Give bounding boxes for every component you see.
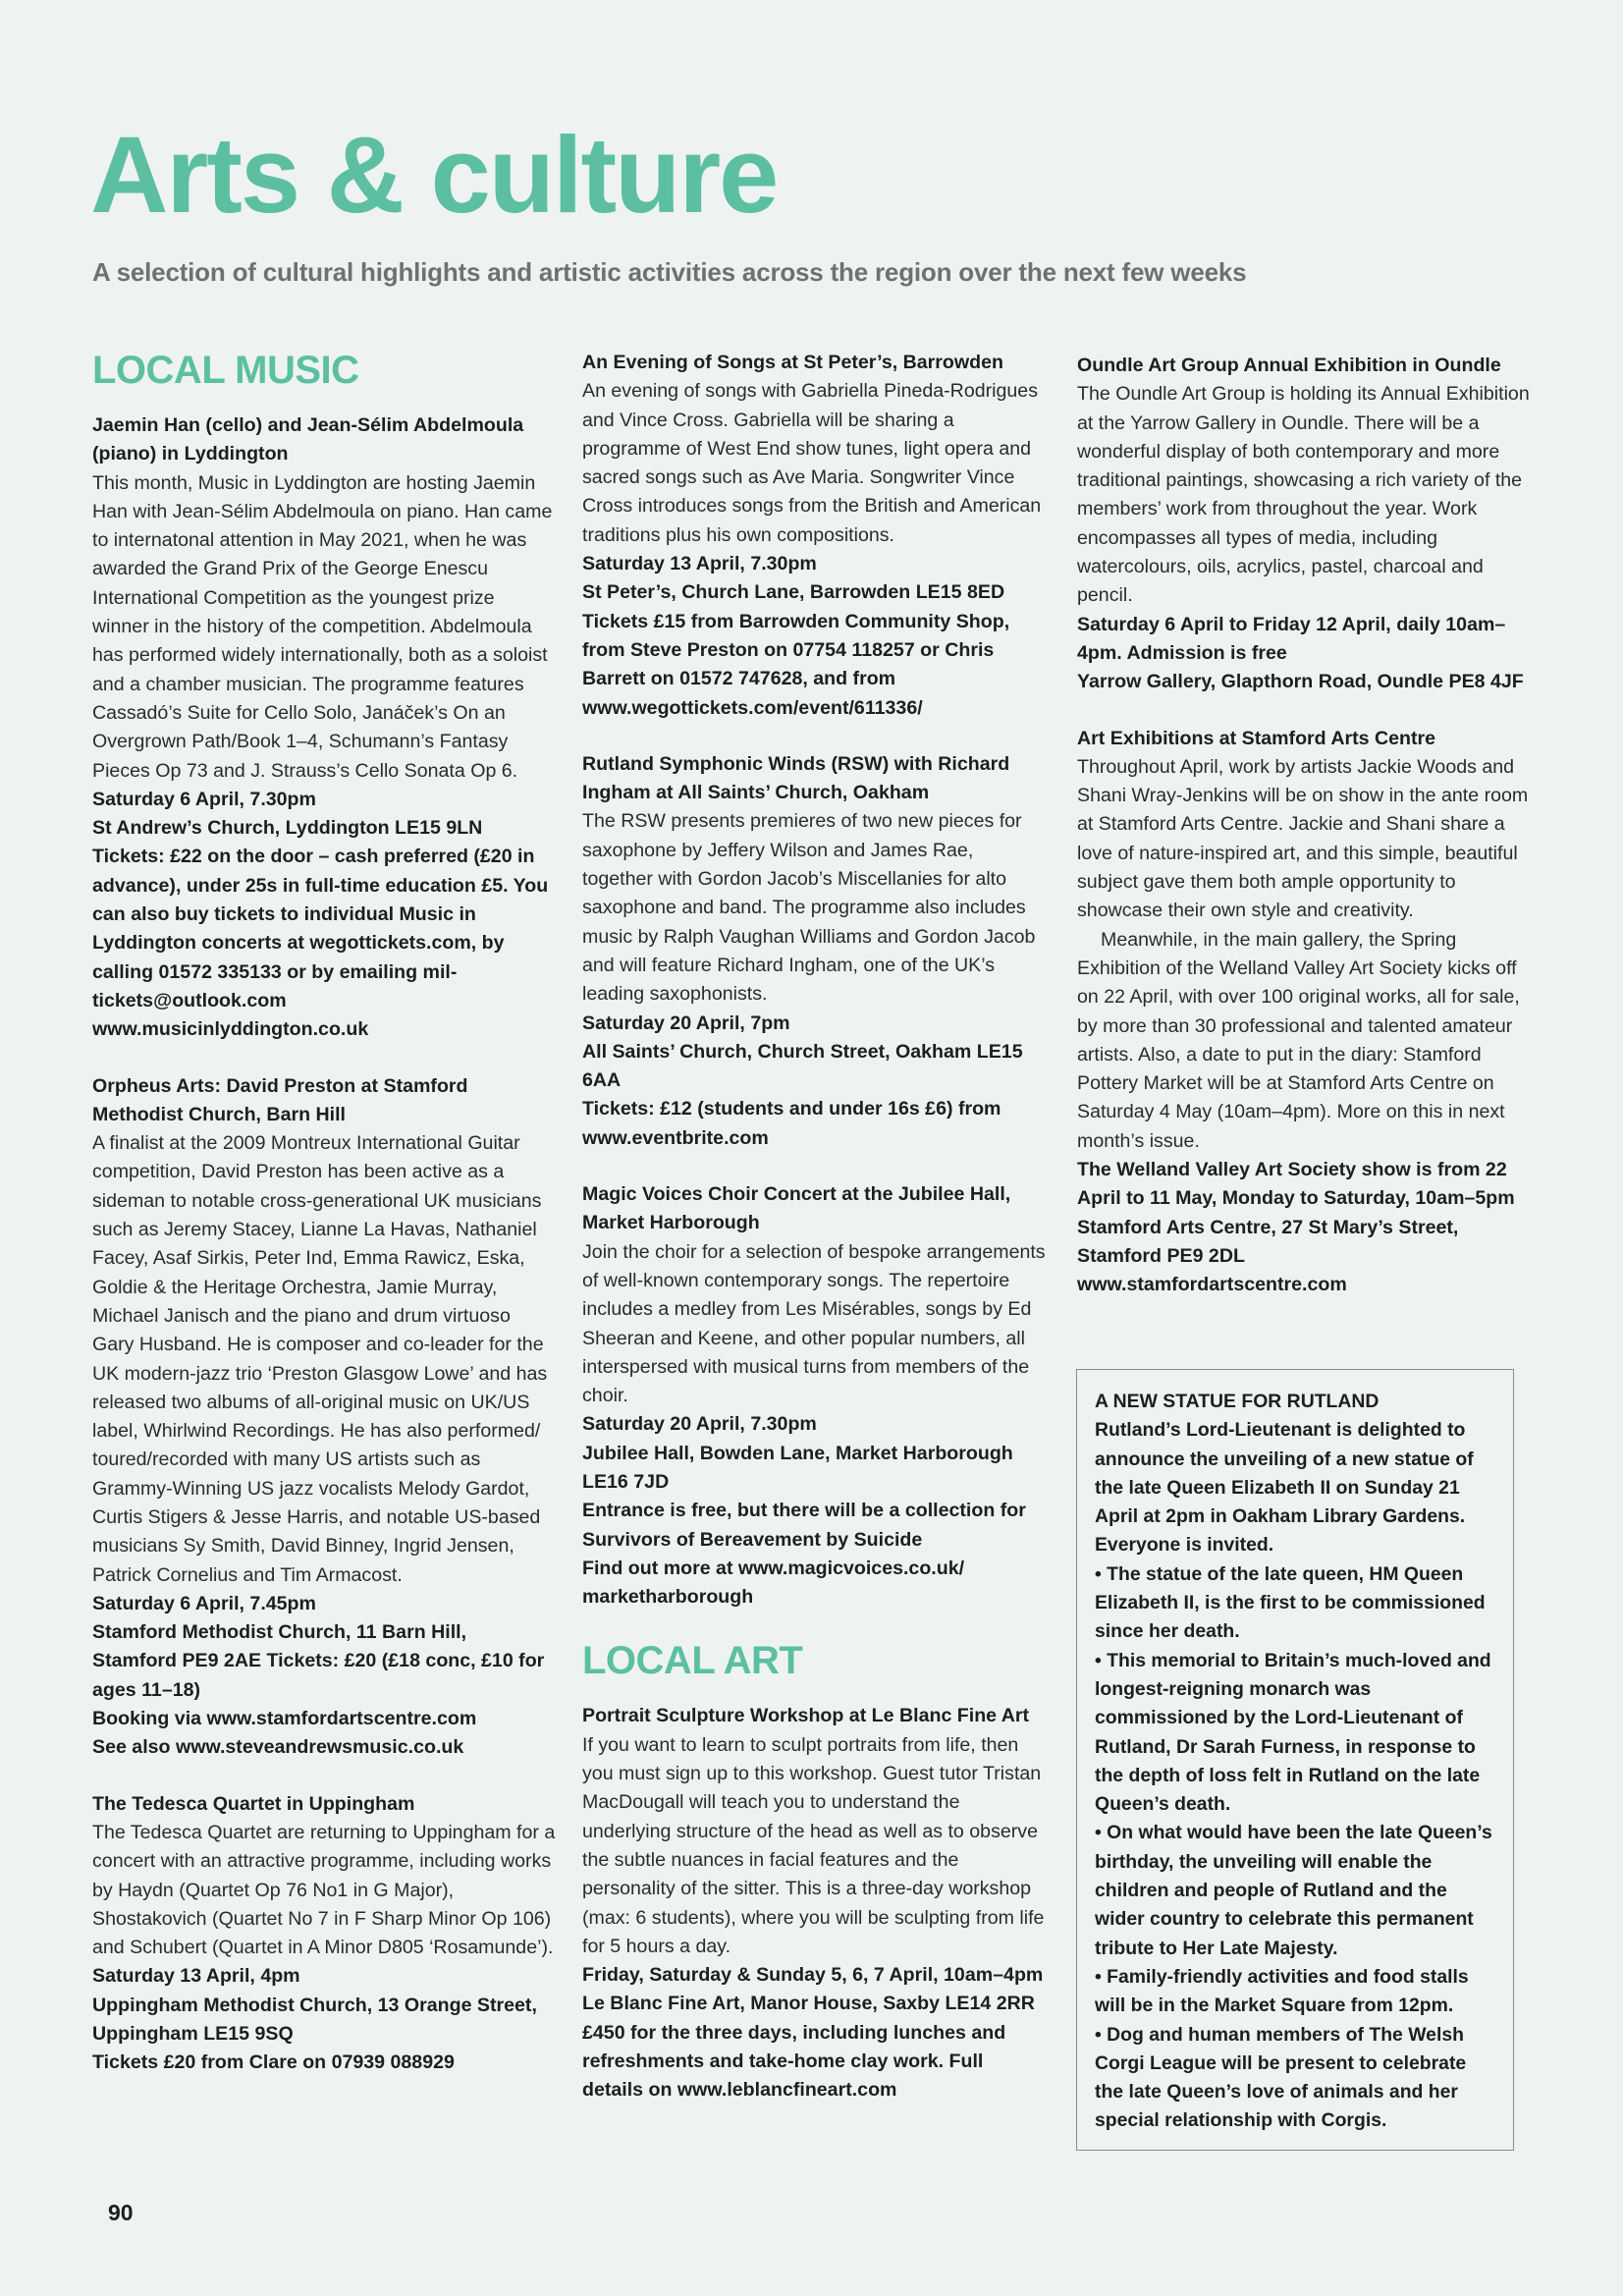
article-venue: Stamford Arts Centre, 27 St Mary’s Street, Stamford PE9 2DL [1077,1216,1459,1267]
article-date: The Welland Valley Art Society show is from 22 April to 11 May, Monday to Saturday, 10am–5pm [1077,1159,1515,1210]
article-body: Join the choir for a selection of bespoke arrangements of well-known contemporary songs. The repertoire includes a medley from Les Misérables, songs by Ed Sheeran and Keene, and other popular numbers, all interspersed with musical turns from members of the choir. [582,1240,1046,1407]
article-venue: Le Blanc Fine Art, Manor House, Saxby LE14 2RR [582,1993,1035,2015]
article-heading: Art Exhibitions at Stamford Arts Centre [1077,727,1436,749]
article-heading: Rutland Symphonic Winds (RSW) with Richard Ingham at All Saints’ Church, Oakham [582,752,1010,804]
article-venue: St Peter’s, Church Lane, Barrowden LE15 8ED [582,581,1005,604]
article-date: Saturday 13 April, 7.30pm [582,553,817,575]
article-booking: Booking via www.stamfordartscentre.com [92,1708,477,1730]
sidebar-bullet: • This memorial to Britain’s much-loved and longest-reigning monarch was commissioned by the Lord-Lieutenant of Rutland, Dr Sarah Furness, in response to the depth of loss felt in Rutland on the late Queen’s death. [1095,1649,1491,1816]
column-1 [92,349,556,2105]
column-2 [582,349,1046,2133]
article-more-info: Find out more at www.magicvoices.co.uk/ marketharborough [582,1557,965,1609]
article-jaemin-han [92,411,556,1045]
article-body: Throughout April, work by artists Jackie Woods and Shani Wray-Jenkins will be on show in the ante room at Stamford Arts Centre. Jackie and Shani share a love of nature-inspired art, and this simple, beautiful subject gave them both ample opportunity to showcase their own style and creativity. [1077,755,1529,922]
article-venue: Uppingham Methodist Church, 13 Orange Street, Uppingham LE15 9SQ [92,1994,537,2046]
article-tickets: Tickets: £22 on the door – cash preferred (£20 in advance), under 25s in full-time education £5. You can also buy tickets to individual Music in Lyddington concerts at wegottickets.com, by calling 01572 335133 or by emailing mil-tickets@outlook.com [92,846,549,1011]
article-tickets: Tickets: £12 (students and under 16s £6) from www.eventbrite.com [582,1098,1001,1149]
article-website: www.stamfordartscentre.com [1077,1274,1347,1296]
article-oundle-art-group [1077,352,1541,697]
article-date: Saturday 20 April, 7.30pm [582,1413,817,1436]
article-venue: All Saints’ Church, Church Street, Oakham LE15 6AA [582,1040,1023,1092]
article-venue: St Andrew’s Church, Lyddington LE15 9LN [92,817,483,840]
article-portrait-sculpture [582,1702,1046,2105]
article-body: A finalist at the 2009 Montreux International Guitar competition, David Preston has been active as a sideman to notable cross-generational UK musicians such as Jeremy Stacey, Lianne La Havas, Nathaniel Facey, Asaf Sirkis, Peter Ind, Emma Rawicz, Eska, Goldie & the Heritage Orchestra, Jamie Murray, Michael Janisch and the piano and drum virtuoso Gary Husband. He is composer and co-leader for the UK modern-jazz trio ‘Preston Glasgow Lowe’ and has released two albums of all-original music on UK/US label, Whirlwind Recordings. He has also performed/ toured/recorded with many US artists such as Grammy-Winning US jazz vocalists Melody Gardot, Curtis Stigers & Jesse Harris, and notable US-based musicians Sy Smith, David Binney, Ingrid Jensen, Patrick Cornelius and Tim Armacost. [92,1132,548,1586]
sidebar-bullet: • On what would have been the late Queen’s birthday, the unveiling will enable the children and people of Rutland and the wider country to celebrate this permanent tribute to Her Late Majesty. [1095,1822,1492,1959]
article-entrance: Entrance is free, but there will be a collection for Survivors of Bereavement by Suicide [582,1500,1026,1551]
section-heading-local-art: LOCAL ART [582,1639,803,1683]
article-venue: Jubilee Hall, Bowden Lane, Market Harborough LE16 7JD [582,1442,1013,1493]
article-see-also: See also www.steveandrewsmusic.co.uk [92,1736,464,1759]
article-tickets: Tickets £20 from Clare on 07939 088929 [92,2051,455,2074]
article-date: Saturday 6 April to Friday 12 April, daily 10am–4pm. Admission is free [1077,613,1506,664]
article-body: The RSW presents premieres of two new pieces for saxophone by Jeffery Wilson and James Rae, together with Gordon Jacob’s Miscellanies for alto saxophone and band. The programme also includes music by Ralph Vaughan Williams and Gordon Jacob and will feature Richard Ingham, one of the UK’s leading saxophonists. [582,810,1036,1006]
article-body: If you want to learn to sculpt portraits from life, then you must sign up to this workshop. Guest tutor Tristan MacDougall will teach you to understand the underlying structure of the head as well as to observe the subtle nuances in facial features and the personality of the sitter. This is a three-day workshop (max: 6 students), where you will be sculpting from life for 5 hours a day. [582,1733,1045,1957]
article-price: £450 for the three days, including lunches and refreshments and take-home clay work. Full details on www.leblancfineart.com [582,2021,1006,2102]
sidebar-bullet: • The statue of the late queen, HM Queen Elizabeth II, is the first to be commissioned since her death. [1095,1562,1486,1643]
article-body: This month, Music in Lyddington are hosting Jaemin Han with Jean-Sélim Abdelmoula on piano. Han came to internatonal attention in May 2021, when he was awarded the Grand Prix of the George Enescu International Competition as the youngest prize winner in the history of the competition. Abdelmoula has performed widely internationally, both as a soloist and a chamber musician. The programme features Cassadó’s Suite for Cello Solo, Janáček’s On an Overgrown Path/Book 1–4, Schumann’s Fantasy Pieces Op 73 and J. Strauss’s Cello Sonata Op 6. [92,471,553,782]
article-date: Saturday 6 April, 7.45pm [92,1592,316,1614]
column-3 [1077,352,1541,1328]
article-website: www.musicinlyddington.co.uk [92,1018,369,1041]
sidebar-bullet: • Dog and human members of The Welsh Corgi League will be present to celebrate the late Queen’s love of animals and her special relationship with Corgis. [1095,2023,1467,2132]
article-date: Friday, Saturday & Sunday 5, 6, 7 April, 10am–4pm [582,1964,1044,1987]
statue-sidebar-box [1076,1369,1514,2151]
sidebar-bullet: • Family-friendly activities and food stalls will be in the Market Square from 12pm. [1095,1965,1469,2017]
article-body: An evening of songs with Gabriella Pineda-Rodrigues and Vince Cross. Gabriella will be sharing a programme of West End show tunes, light opera and sacred songs such as Ave Maria. Songwriter Vince Cross introduces songs from the British and American traditions plus his own compositions. [582,380,1042,546]
page-subtitle: A selection of cultural highlights and artistic activities across the region over the next few weeks [92,257,1247,287]
article-date: Saturday 6 April, 7.30pm [92,788,316,810]
page-title: Arts & culture [90,115,778,236]
article-magic-voices [582,1180,1046,1612]
article-heading: Portrait Sculpture Workshop at Le Blanc Fine Art [582,1705,1030,1727]
article-heading: The Tedesca Quartet in Uppingham [92,1792,415,1815]
section-heading-local-music: LOCAL MUSIC [92,349,359,392]
sidebar-intro: Rutland’s Lord-Lieutenant is delighted to announce the unveiling of a new statue of the late Queen Elizabeth II on Sunday 21 April at 2pm in Oakham Library Gardens. Everyone is invited. [1095,1419,1474,1557]
article-heading: Oundle Art Group Annual Exhibition in Oundle [1077,355,1501,376]
article-heading: Jaemin Han (cello) and Jean-Sélim Abdelmoula (piano) in Lyddington [92,414,524,465]
article-evening-of-songs [582,349,1046,723]
article-body: The Tedesca Quartet are returning to Uppingham for a concert with an attractive programme, including works by Haydn (Quartet Op 76 No1 in G Major), Shostakovich (Quartet No 7 in F Sharp Minor Op 106) and Schubert (Quartet in A Minor D805 ‘Rosamunde’). [92,1821,556,1959]
article-venue: Stamford Methodist Church, 11 Barn Hill, Stamford PE9 2AE Tickets: £20 (£18 conc, £10 for ages 11–18) [92,1621,545,1701]
article-venue: Yarrow Gallery, Glapthorn Road, Oundle PE8 4JF [1077,671,1524,693]
sidebar-heading: A NEW STATUE FOR RUTLAND [1095,1391,1380,1412]
article-body: The Oundle Art Group is holding its Annual Exhibition at the Yarrow Gallery in Oundle. There will be a wonderful display of both contemporary and more traditional paintings, showcasing a rich variety of the members’ work from throughout the year. Work encompasses all types of media, including watercolours, oils, acrylics, pastel, charcoal and pencil. [1077,383,1530,607]
article-tedesca-quartet [92,1790,556,2078]
article-heading: An Evening of Songs at St Peter’s, Barrowden [582,352,1003,373]
article-stamford-arts-centre [1077,725,1541,1300]
article-date: Saturday 20 April, 7pm [582,1011,790,1034]
article-heading: Magic Voices Choir Concert at the Jubilee Hall, Market Harborough [582,1183,1011,1234]
article-orpheus-arts [92,1072,556,1763]
article-body-continued: Meanwhile, in the main gallery, the Spring Exhibition of the Welland Valley Art Society kicks off on 22 April, with over 100 original works, all for sale, by more than 30 professional and talented amateur artists. Also, a date to put in the diary: Stamford Pottery Market will be at Stamford Arts Centre on Saturday 4 May (10am–4pm). More on this in next month’s issue. [1077,928,1520,1152]
article-heading: Orpheus Arts: David Preston at Stamford Methodist Church, Barn Hill [92,1074,468,1125]
article-date: Saturday 13 April, 4pm [92,1965,300,1988]
article-tickets: Tickets £15 from Barrowden Community Shop, from Steve Preston on 07754 118257 or Chris Barrett on 01572 747628, and from www.wegottickets.com/event/611336/ [582,610,1010,719]
article-rutland-symphonic-winds [582,750,1046,1153]
page-number: 90 [108,2200,134,2225]
